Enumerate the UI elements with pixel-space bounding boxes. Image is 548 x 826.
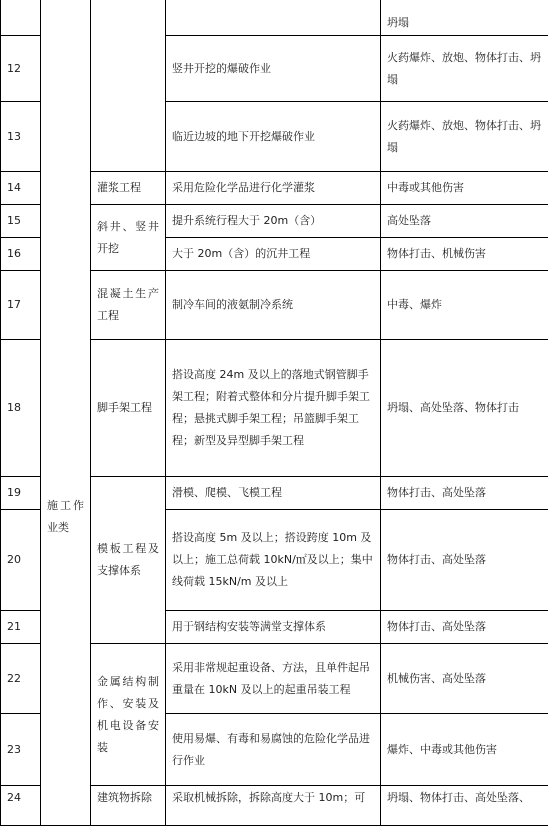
item-cell: 模板工程及支撑体系	[91, 477, 166, 644]
item-cell: 混凝土生产工程	[91, 271, 166, 340]
risk-cell: 中毒、爆炸	[381, 271, 548, 340]
risk-cell: 坍塌、物体打击、高处坠落、	[381, 786, 548, 826]
table-row	[1, 0, 548, 36]
row-number: 16	[1, 238, 41, 271]
description-cell: 采取机械拆除，拆除高度大于 10m；可	[166, 786, 381, 826]
risk-cell: 物体打击、高处坠落	[381, 611, 548, 644]
item-cell: 脚手架工程	[91, 340, 166, 477]
row-number	[1, 0, 41, 36]
description-cell: 大于 20m（含）的沉井工程	[166, 238, 381, 271]
row-number: 24	[1, 786, 41, 826]
description-cell	[166, 0, 381, 36]
row-number: 23	[1, 714, 41, 786]
row-number: 21	[1, 611, 41, 644]
category-cell	[41, 0, 91, 826]
item-cell: 斜井、竖井开挖	[91, 205, 166, 271]
description-cell: 采用危险化学品进行化学灌浆	[166, 172, 381, 205]
row-number: 17	[1, 271, 41, 340]
row-number: 14	[1, 172, 41, 205]
risk-cell: 机械伤害、高处坠落	[381, 644, 548, 714]
category-label: 施工作业类	[47, 499, 84, 534]
description-cell: 制冷车间的液氨制冷系统	[166, 271, 381, 340]
item-cell: 灌浆工程	[91, 172, 166, 205]
description-cell: 用于钢结构安装等满堂支撑体系	[166, 611, 381, 644]
risk-cell: 火药爆炸、放炮、物体打击、坍塌	[381, 102, 548, 172]
row-number: 13	[1, 102, 41, 172]
row-number: 18	[1, 340, 41, 477]
row-number: 19	[1, 477, 41, 510]
description-cell: 搭设高度 5m 及以上；搭设跨度 10m 及以上；施工总荷载 10kN/㎡及以上；集中线荷载 15kN/m 及以上	[166, 510, 381, 611]
row-number: 12	[1, 36, 41, 102]
row-number: 15	[1, 205, 41, 238]
description-cell: 搭设高度 24m 及以上的落地式钢管脚手架工程；附着式整体和分片提升脚手架工程；悬挑式脚手架工程；吊篮脚手架工程；新型及异型脚手架工程	[166, 340, 381, 477]
item-cell: 金属结构制作、安装及机电设备安装	[91, 644, 166, 786]
risk-cell: 爆炸、中毒或其他伤害	[381, 714, 548, 786]
row-number: 20	[1, 510, 41, 611]
description-cell: 提升系统行程大于 20m（含）	[166, 205, 381, 238]
risk-cell: 坍塌、高处坠落、物体打击	[381, 340, 548, 477]
item-cell	[91, 0, 166, 172]
item-cell: 建筑物拆除	[91, 786, 166, 826]
risk-cell: 火药爆炸、放炮、物体打击、坍塌	[381, 36, 548, 102]
risk-cell: 物体打击、机械伤害	[381, 238, 548, 271]
description-cell: 竖井开挖的爆破作业	[166, 36, 381, 102]
risk-cell: 中毒或其他伤害	[381, 172, 548, 205]
risk-cell: 高处坠落	[381, 205, 548, 238]
description-cell: 滑模、爬模、飞模工程	[166, 477, 381, 510]
risk-cell: 物体打击、高处坠落	[381, 477, 548, 510]
description-cell: 临近边坡的地下开挖爆破作业	[166, 102, 381, 172]
description-cell: 采用非常规起重设备、方法，且单件起吊重量在 10kN 及以上的起重吊装工程	[166, 644, 381, 714]
description-cell: 使用易爆、有毒和易腐蚀的危险化学品进行作业	[166, 714, 381, 786]
risk-cell: 坍塌	[381, 0, 548, 36]
row-number: 22	[1, 644, 41, 714]
risk-cell: 物体打击、高处坠落	[381, 510, 548, 611]
